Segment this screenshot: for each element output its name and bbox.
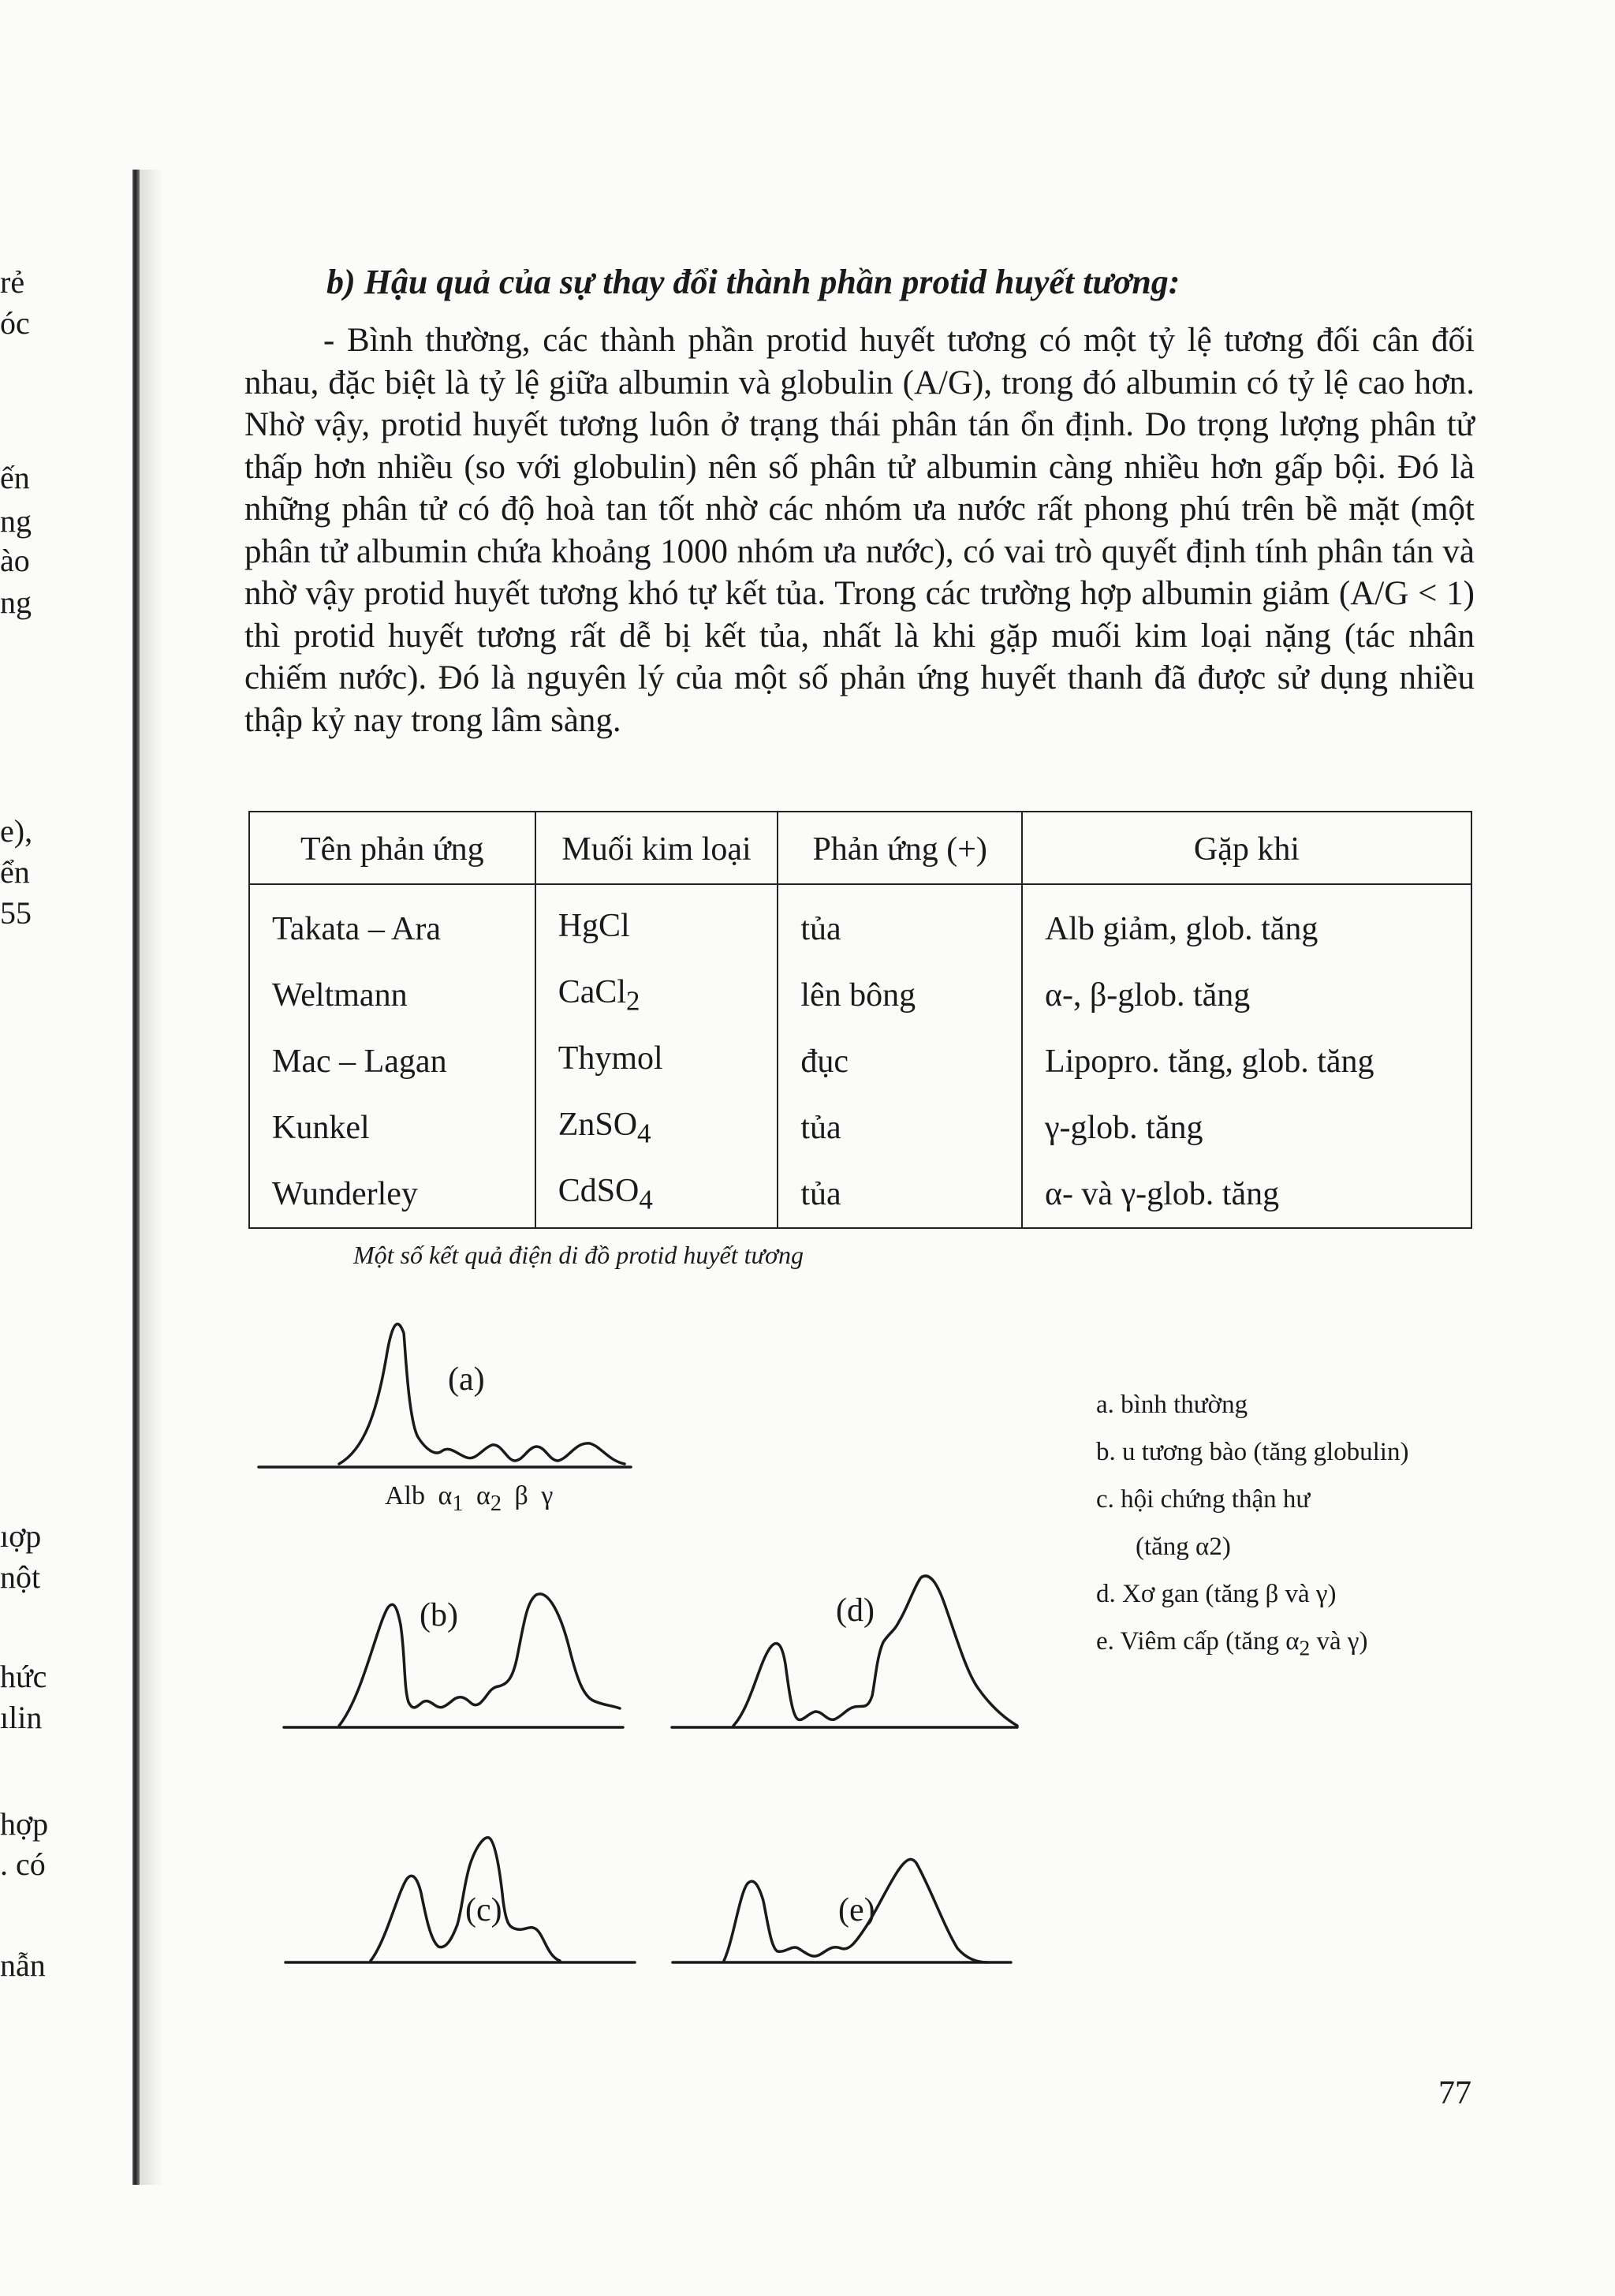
bleed-fragment: ng <box>0 584 32 620</box>
bleed-fragment: ển <box>0 854 30 890</box>
page-number: 77 <box>1438 2075 1471 2111</box>
reaction-name-cell: Wunderley <box>249 1161 535 1228</box>
salt-subscript: 4 <box>639 1184 653 1215</box>
condition-cell: α-, β-glob. tăng <box>1022 962 1471 1029</box>
bleed-fragment: nột <box>0 1559 41 1595</box>
curve-d-cirrhosis <box>733 1576 1017 1726</box>
salt-subscript: 2 <box>626 985 640 1017</box>
legend-e-subscript: 2 <box>1299 1635 1311 1660</box>
axis-label-beta: β <box>514 1481 528 1510</box>
axis-label-alpha1 <box>438 1481 464 1516</box>
condition-cell: Lipopro. tăng, glob. tăng <box>1022 1029 1471 1095</box>
bleed-fragment: ng <box>0 503 32 539</box>
bleed-fragment: ào <box>0 543 30 578</box>
panel-label-d: (d) <box>836 1592 875 1629</box>
panel-label-b: (b) <box>420 1597 458 1633</box>
paragraph-text: - Bình thường, các thành phần protid huyết tương có một tỷ lệ tương đối cân đối nhau, đặc biệt là tỷ lệ giữa albumin và globulin (A/G), trong đó albumin có tỷ lệ cao hơn. Nhờ vậy, protid huyết tương luôn ở trạng thái phân tán ổn định. Do trọng lượng phân tử thấp hơn nhiều (so với globulin) nên số phân tử albumin càng nhiều hơn gấp bội. Đó là những phân tử có độ hoà tan tốt nhờ các nhóm ưa nước rất phong phú trên bề mặt (một phân tử albumin chứa khoảng 1000 nhóm ưa nước), có vai trò quyết định tính phân tán và nhờ vậy protid huyết tương khó tự kết tủa. Trong các trường hợp albumin giảm (A/G < 1) thì protid huyết tương rất dễ bị kết tủa, nhất là khi gặp muối kim loại nặng (tác nhân chiếm nước). Đó là nguyên lý của một số phản ứng huyết thanh đã được sử dụng nhiều thập kỷ nay trong lâm sàng. <box>244 322 1475 739</box>
bleed-fragment: 55 <box>0 895 32 931</box>
reaction-result-cell: tủa <box>778 1161 1022 1228</box>
bleed-fragment: ến <box>0 460 30 495</box>
reaction-name-cell: Kunkel <box>249 1095 535 1161</box>
salt-formula: HgCl <box>558 908 630 945</box>
condition-cell: γ-glob. tăng <box>1022 1095 1471 1161</box>
panel-label-a: (a) <box>448 1361 485 1398</box>
legend-item-b: b. u tương bào (tăng globulin) <box>1096 1438 1409 1466</box>
bleed-fragment: ılin <box>0 1700 43 1735</box>
reaction-result-cell: lên bông <box>778 962 1022 1029</box>
legend-item-e <box>1096 1623 1427 1667</box>
salt-formula: Thymol <box>558 1040 663 1077</box>
curve-b-plasma-cell <box>339 1594 620 1726</box>
condition-cell: Alb giảm, glob. tăng <box>1022 884 1471 962</box>
reaction-result-cell: tủa <box>778 1095 1022 1161</box>
alpha-symbol: α <box>438 1481 453 1510</box>
figure-legend <box>1096 1387 1427 1678</box>
salt-subscript: 4 <box>637 1118 651 1149</box>
reaction-name-cell: Takata – Ara <box>249 884 535 962</box>
bleed-fragment: ıợp <box>0 1518 42 1554</box>
reaction-name-cell: Weltmann <box>249 962 535 1029</box>
axis-label-gamma: γ <box>541 1481 554 1510</box>
bleed-fragment: nẫn <box>0 1947 46 1983</box>
legend-item-c-detail: (tăng α2) <box>1136 1533 1231 1561</box>
reaction-result-cell: tủa <box>778 884 1022 962</box>
bleed-fragment: . có <box>0 1846 46 1882</box>
alpha-symbol: α <box>476 1481 490 1510</box>
bleed-fragment: óc <box>0 305 30 341</box>
axis-label-alpha2 <box>476 1481 502 1516</box>
figure-caption: Một số kết quả điện di đồ protid huyết tương <box>353 1241 804 1269</box>
bleed-fragment: rẻ <box>0 264 25 300</box>
salt-formula: CdSO <box>558 1173 640 1210</box>
bleed-fragment: hức <box>0 1659 47 1694</box>
axis-label-alb: Alb <box>385 1481 425 1510</box>
legend-item-a: a. bình thường <box>1096 1391 1248 1419</box>
legend-item-d: d. Xơ gan (tăng β và γ) <box>1096 1580 1337 1608</box>
axis-labels-a <box>385 1481 553 1517</box>
column-header: Phản ứng (+) <box>778 812 1022 884</box>
bleed-fragment: hợp <box>0 1806 49 1842</box>
panel-label-c: (c) <box>465 1892 502 1928</box>
salt-formula: ZnSO <box>558 1107 638 1144</box>
column-header: Tên phản ứng <box>249 812 535 884</box>
condition-cell: α- và γ-glob. tăng <box>1022 1161 1471 1228</box>
section-heading: b) Hậu quả của sự thay đổi thành phần protid huyết tương: <box>326 263 1180 301</box>
salt-formula: CaCl <box>558 974 627 1011</box>
panel-label-e: (e) <box>838 1892 875 1928</box>
legend-item-c: c. hội chứng thận hư <box>1096 1485 1311 1514</box>
alpha-subscript: 1 <box>452 1491 464 1516</box>
legend-e-text: e. Viêm cấp (tăng α <box>1096 1627 1300 1656</box>
legend-e-text-end: và γ) <box>1310 1627 1368 1656</box>
alpha-subscript: 2 <box>490 1491 502 1516</box>
column-header: Gặp khi <box>1022 812 1471 884</box>
reaction-name-cell: Mac – Lagan <box>249 1029 535 1095</box>
reaction-result-cell: đục <box>778 1029 1022 1095</box>
bleed-fragment: e), <box>0 813 33 849</box>
column-header: Muối kim loại <box>535 812 778 884</box>
